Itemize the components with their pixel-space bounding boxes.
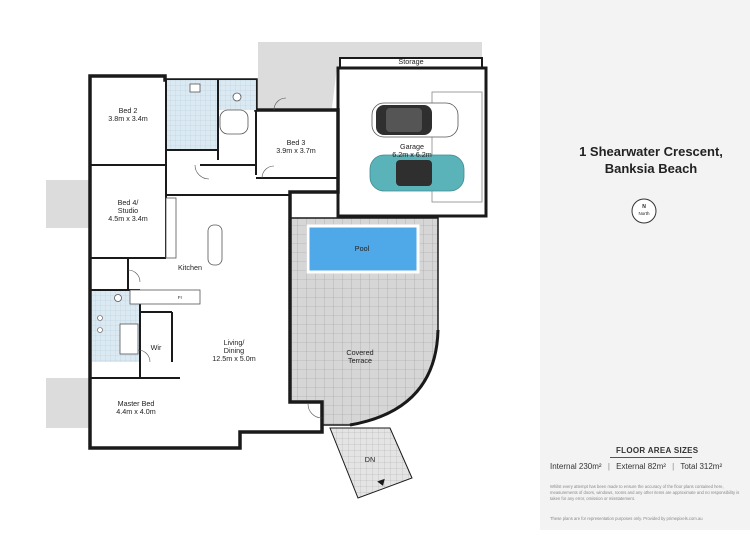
bed4-size: 4.5m x 3.4m xyxy=(108,214,148,223)
compass-label: North xyxy=(638,211,650,216)
kitchen-island xyxy=(208,225,222,265)
storage-label: Storage xyxy=(398,57,424,66)
bed2-size: 3.8m x 3.4m xyxy=(108,114,148,123)
patio-pad-bed3 xyxy=(258,42,340,108)
basin-icon xyxy=(98,328,103,333)
car-teal-icon xyxy=(370,155,464,191)
pool-label: Pool xyxy=(354,244,370,253)
info-panel xyxy=(540,0,750,530)
stairs-down-label: DN xyxy=(364,455,376,464)
terrace-label-2: Terrace xyxy=(348,356,372,365)
toilet-icon xyxy=(115,295,122,302)
fridge-label: Fr xyxy=(177,295,183,300)
bed4-label-2: Studio xyxy=(117,206,139,215)
separator: | xyxy=(607,462,610,471)
vanity-icon xyxy=(190,84,200,92)
basin-icon xyxy=(98,316,103,321)
living-size: 12.5m x 5.0m xyxy=(212,354,256,363)
master-size: 4.4m x 4.0m xyxy=(116,407,156,416)
kitchen-counter xyxy=(166,198,176,258)
kitchen-label: Kitchen xyxy=(178,263,202,272)
floor-area-underline xyxy=(610,457,692,458)
kitchen-bench xyxy=(130,290,200,304)
external-area: External 82m² xyxy=(616,462,666,471)
side-pad-bed4 xyxy=(46,180,90,228)
bed2-label: Bed 2 xyxy=(118,106,138,115)
living-label-1: Living/ xyxy=(223,338,245,347)
garage-label: Garage xyxy=(400,142,424,151)
garage-size: 6.2m x 6.2m xyxy=(392,150,432,159)
living-label-2: Dining xyxy=(223,346,245,355)
shower-icon xyxy=(120,324,138,354)
compass-icon xyxy=(629,196,659,226)
address-line-1: 1 Shearwater Crescent, xyxy=(579,144,723,159)
terrace-label-1: Covered xyxy=(346,348,374,357)
disclaimer-text: Whilst every attempt has been made to ensure the accuracy of the floor plans contained here, measurements of doors, windows, rooms and any other items are approximate and no responsibility is taken for any error, omission or misstatement. xyxy=(550,484,740,501)
address-line-2: Banksia Beach xyxy=(604,161,698,176)
car-dark-icon xyxy=(372,103,458,137)
internal-area: Internal 230m² xyxy=(550,462,602,471)
toilet-icon xyxy=(233,93,241,101)
wir-label: Wir xyxy=(150,343,162,352)
total-area: Total 312m² xyxy=(680,462,723,471)
bathtub xyxy=(220,110,248,134)
separator: | xyxy=(672,462,675,471)
purpose-note: These plans are for representation purposes only. Provided by primepixels.com.au xyxy=(550,516,703,521)
floor-area-values xyxy=(550,462,745,471)
side-pad-master xyxy=(46,378,90,428)
bed3-label: Bed 3 xyxy=(286,138,306,147)
bed4-label-1: Bed 4/ xyxy=(117,198,139,207)
master-label: Master Bed xyxy=(117,399,155,408)
compass-n: N xyxy=(642,204,646,210)
floor-area-title: FLOOR AREA SIZES xyxy=(616,446,699,455)
bed3-size: 3.9m x 3.7m xyxy=(276,146,316,155)
